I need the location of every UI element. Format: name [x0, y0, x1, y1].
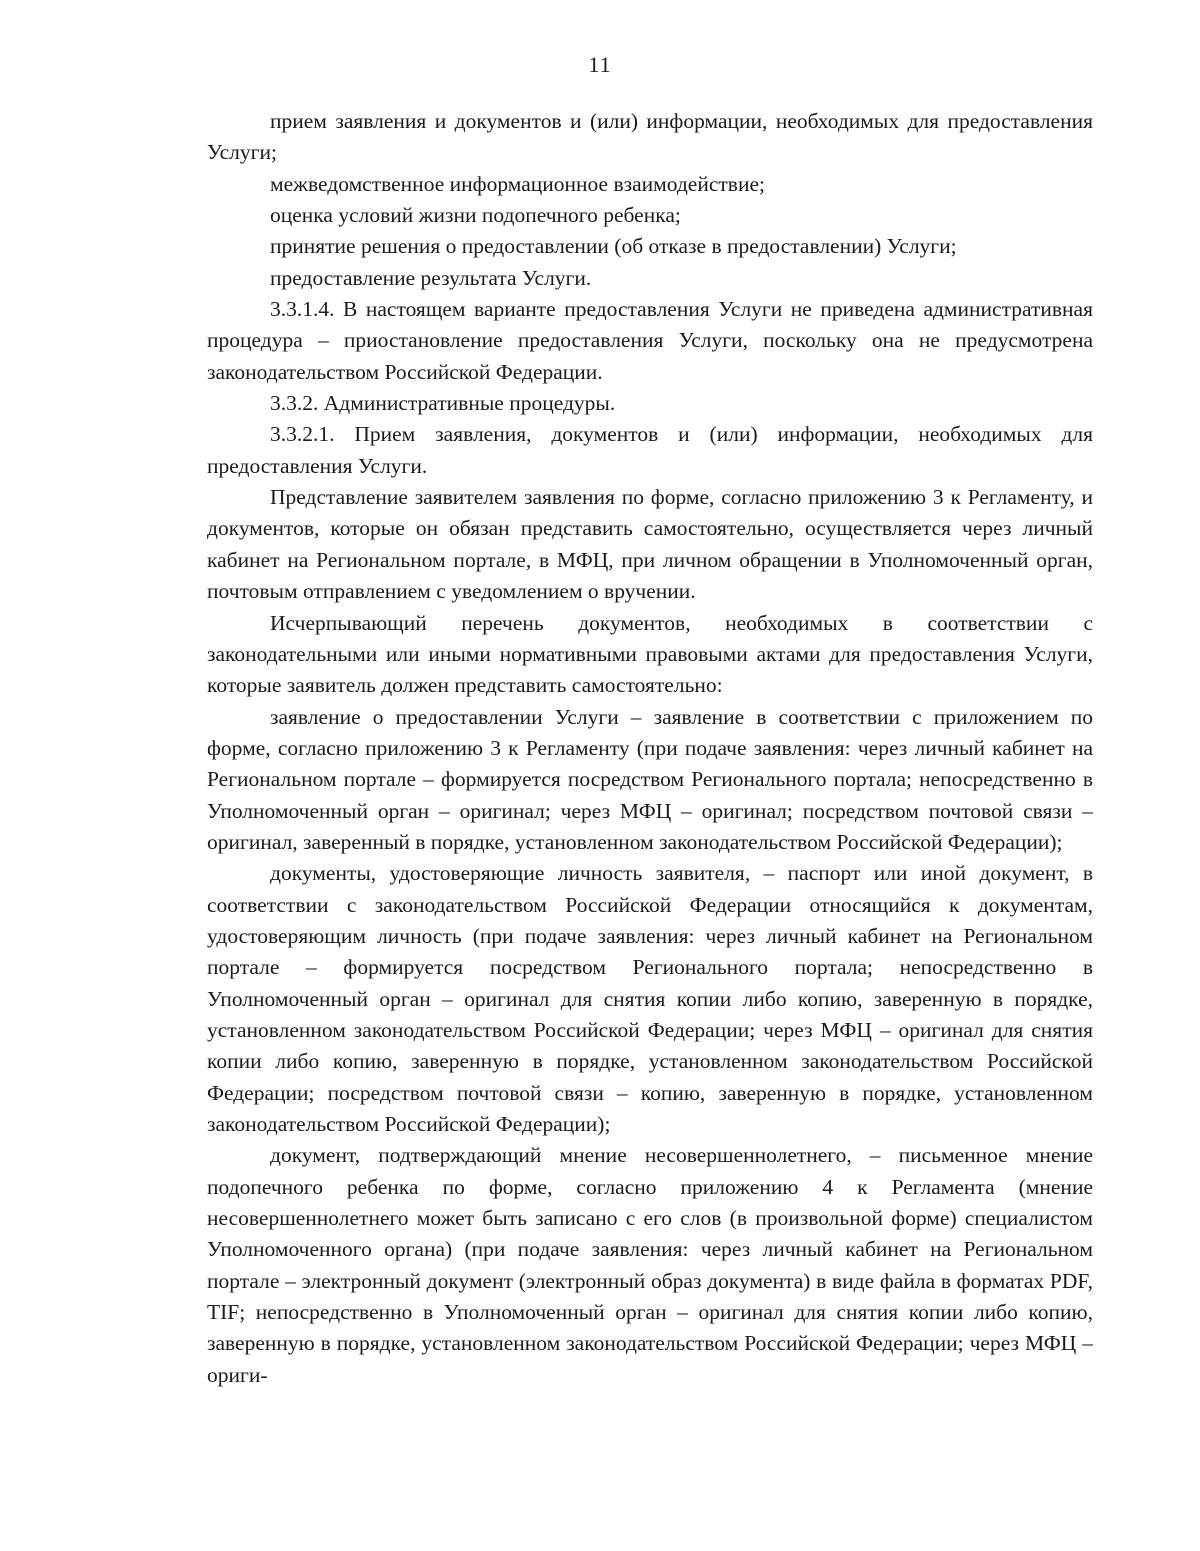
- paragraph-6: 3.3.1.4. В настоящем варианте предоставления Услуги не приведена административная процедура – приостановление предоставления Услуги, поскольку она не предусмотрена законодательством Российской Федерации.: [207, 297, 1093, 384]
- page-number: 11: [588, 52, 612, 77]
- paragraph-11: заявление о предоставлении Услуги – заявление в соответствии с приложением по форме, согласно приложению 3 к Регламенту (при подаче заявления: через личный кабинет на Региональном портале – формируется посредством Регионального портала; непосредственно в Уполномоченный орган – оригинал; через МФЦ – оригинал; посредством почтовой связи – оригинал, заверенный в порядке, установленном законодательством Российской Федерации);: [207, 704, 1093, 854]
- paragraph-7: 3.3.2. Административные процедуры.: [270, 391, 616, 416]
- paragraph-5: предоставление результата Услуги.: [270, 265, 592, 290]
- paragraph-9: Представление заявителем заявления по форме, согласно приложению 3 к Регламенту, и документов, которые он обязан представить самостоятельно, осуществляется через личный кабинет на Региональном портале, в МФЦ, при личном обращении в Уполномоченный орган, почтовым отправлением с уведомлением о вручении.: [207, 485, 1093, 604]
- paragraph-4: принятие решения о предоставлении (об отказе в предоставлении) Услуги;: [270, 234, 957, 259]
- paragraph-13: документ, подтверждающий мнение несовершеннолетнего, – письменное мнение подопечного ребенка по форме, согласно приложению 4 к Регламента (мнение несовершеннолетнего может быть записано с его слов (в произвольной форме) специалистом Уполномоченного органа) (при подаче заявления: через личный кабинет на Региональном портале – электронный документ (электронный образ документа) в виде файла в форматах PDF, TIF; непосредственно в Уполномоченный орган – оригинал для снятия копии либо копию, заверенную в порядке, установленном законодательством Российской Федерации; через МФЦ – ориги-: [207, 1143, 1093, 1387]
- paragraph-8: 3.3.2.1. Прием заявления, документов и (или) информации, необходимых для предоставления Услуги.: [207, 422, 1093, 478]
- paragraph-12: документы, удостоверяющие личность заявителя, – паспорт или иной документ, в соответствии с законодательством Российской Федерации относящийся к документам, удостоверяющим личность (при подаче заявления: через личный кабинет на Региональном портале – формируется посредством Регионального портала; непосредственно в Уполномоченный орган – оригинал для снятия копии либо копию, заверенную в порядке, установленном законодательством Российской Федерации; через МФЦ – оригинал для снятия копии либо копию, заверенную в порядке, установленном законодательством Российской Федерации; посредством почтовой связи – копию, заверенную в порядке, установленном законодательством Российской Федерации);: [207, 861, 1093, 1136]
- paragraph-10: Исчерпывающий перечень документов, необходимых в соответствии с законодательными или иными нормативными правовыми актами для предоставления Услуги, которые заявитель должен представить самостоятельно:: [207, 610, 1093, 698]
- paragraph-2: межведомственное информационное взаимодействие;: [270, 171, 765, 196]
- document-body: [207, 106, 1093, 1391]
- paragraph-1: прием заявления и документов и (или) информации, необходимых для предоставления Услуги;: [207, 109, 1093, 165]
- paragraph-3: оценка условий жизни подопечного ребенка;: [270, 203, 681, 228]
